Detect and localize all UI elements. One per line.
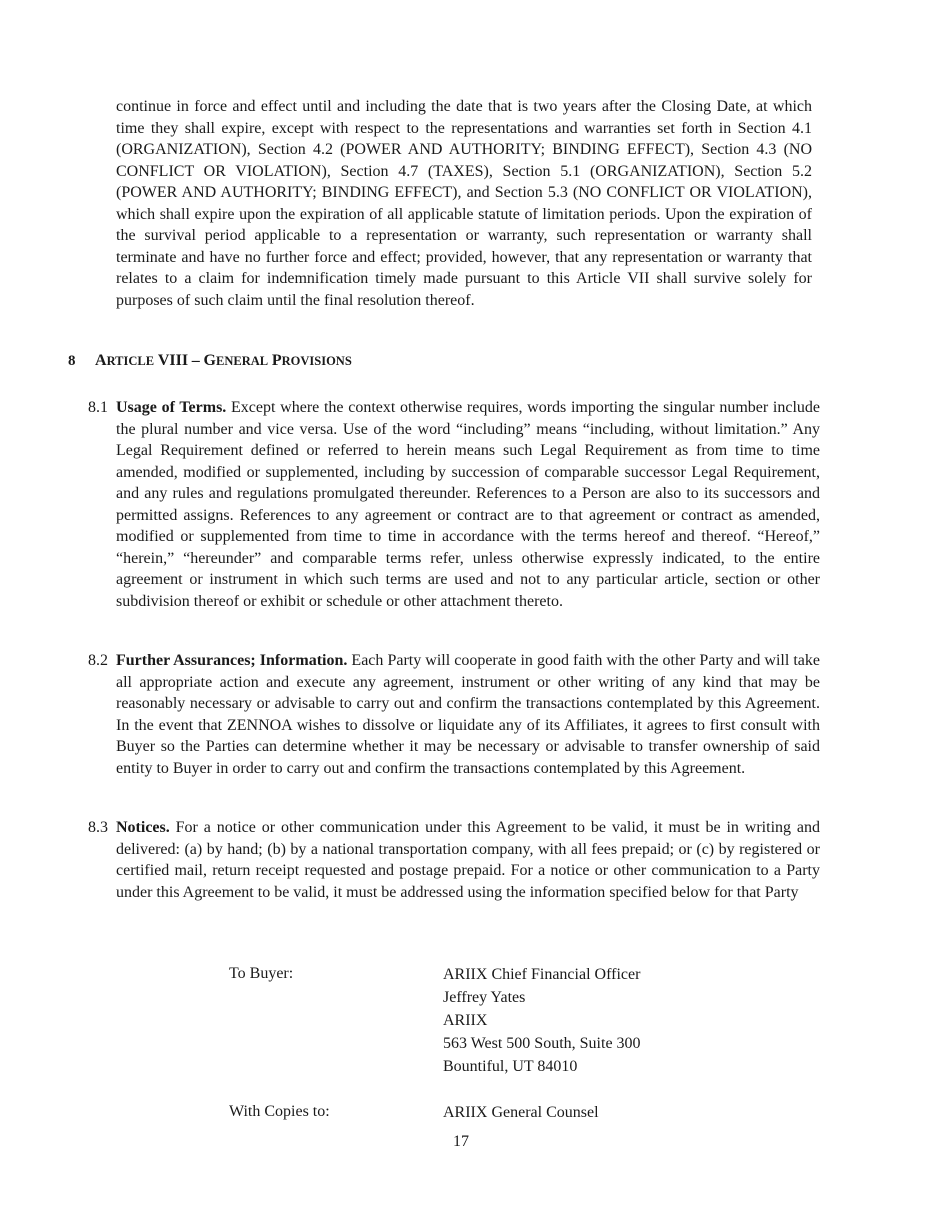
article-title-a-initial: A (95, 352, 107, 369)
article-title-roman: VIII (157, 352, 189, 369)
section-body (116, 817, 820, 903)
buyer-address-label: To Buyer: (229, 965, 294, 982)
address-line: ARIIX General Counsel (443, 1104, 599, 1121)
article-title-p-rest: ROVISIONS (281, 354, 352, 368)
section-text: Except where the context otherwise requires, words importing the singular number include the plural number and vice versa. Use of the word “including” means “including, without limitation.” Any Legal Requirement defined or referred to herein means such Legal Requirement as from time to time amended, modified or supplemented, including by succession of comparable successor Legal Requirement, and any rules and regulations promulgated thereunder. References to a Person are also to its successors and permitted assigns. References to any agreement or contract are to that agreement or contract as amended, modified or supplemented from time to time in accordance with the terms hereof and thereof. “Hereof,” “herein,” “hereunder” and comparable terms refer, unless otherwise expressly indicated, to the entire agreement or instrument in which such terms are used and not to any particular article, section or other subdivision thereof or exhibit or schedule or other attachment thereto. (116, 399, 821, 610)
page-number: 17 (453, 1133, 469, 1150)
copies-address-block (443, 1101, 599, 1124)
address-line: 563 West 500 South, Suite 300 (443, 1035, 641, 1052)
section-title: Further Assurances; Information. (116, 652, 348, 669)
section-text: Each Party will cooperate in good faith with the other Party and will take all appropriate action and execute any agreement, instrument or other writing of any kind that may be reasonably necessary or advisable to carry out and confirm the transactions contemplated by this Agreement. In the event that ZENNOA wishes to dissolve or liquidate any of its Affiliates, it agrees to first consult with Buyer so the Parties can determine whether it may be necessary or advisable to transfer ownership of said entity to Buyer in order to carry out and confirm the transactions contemplated by this Agreement. (116, 652, 820, 777)
section-title: Notices. (116, 819, 170, 836)
address-line: Jeffrey Yates (443, 989, 526, 1006)
continuation-paragraph: continue in force and effect until and including the date that is two years after the Closing Date, at which time they shall expire, except with respect to the representations and warranties set forth in Section 4.1 (ORGANIZATION), Section 4.2 (POWER AND AUTHORITY; BINDING EFFECT), Section 4.3 (NO CONFLICT OR VIOLATION), Section 4.7 (TAXES), Section 5.1 (ORGANIZATION), Section 5.2 (POWER AND AUTHORITY; BINDING EFFECT), and Section 5.3 (NO CONFLICT OR VIOLATION), which shall expire upon the expiration of all applicable statute of limitation periods. Upon the expiration of the survival period applicable to a representation or warranty, such representation or warranty shall terminate and have no further force and effect; provided, however, that any representation or warranty that relates to a claim for indemnification timely made pursuant to this Article VII shall survive solely for purposes of such claim until the final resolution thereof. (116, 98, 812, 309)
address-line: Bountiful, UT 84010 (443, 1058, 578, 1075)
address-line: ARIIX (443, 1012, 488, 1029)
address-line: ARIIX Chief Financial Officer (443, 966, 641, 983)
section-body (116, 650, 820, 779)
section-8-2 (88, 650, 820, 779)
section-8-1 (88, 397, 820, 612)
buyer-address-block (443, 963, 641, 1078)
section-number: 8.1 (88, 399, 108, 416)
section-number: 8.3 (88, 819, 108, 836)
section-8-3 (88, 817, 820, 903)
section-number: 8.2 (88, 652, 108, 669)
article-title-a-rest: RTICLE (106, 354, 155, 368)
article-title-g-initial: G (203, 352, 216, 369)
article-title-p-initial: P (271, 352, 282, 369)
article-number: 8 (68, 353, 76, 369)
article-title-dash: – (191, 352, 200, 369)
section-text: For a notice or other communication under this Agreement to be valid, it must be in writing and delivered: (a) by hand; (b) by a national transportation company, with all fees prepaid; or (c) by registered or certified mail, return receipt requested and postage prepaid. For a notice or other communication to a Party under this Agreement to be valid, it must be addressed using the information specified below for that Party (116, 819, 821, 901)
article-title-g-rest: ENERAL (216, 354, 269, 368)
section-body (116, 397, 820, 612)
article-heading (68, 352, 352, 370)
section-title: Usage of Terms. (116, 399, 227, 416)
copies-address-label: With Copies to: (229, 1103, 330, 1120)
